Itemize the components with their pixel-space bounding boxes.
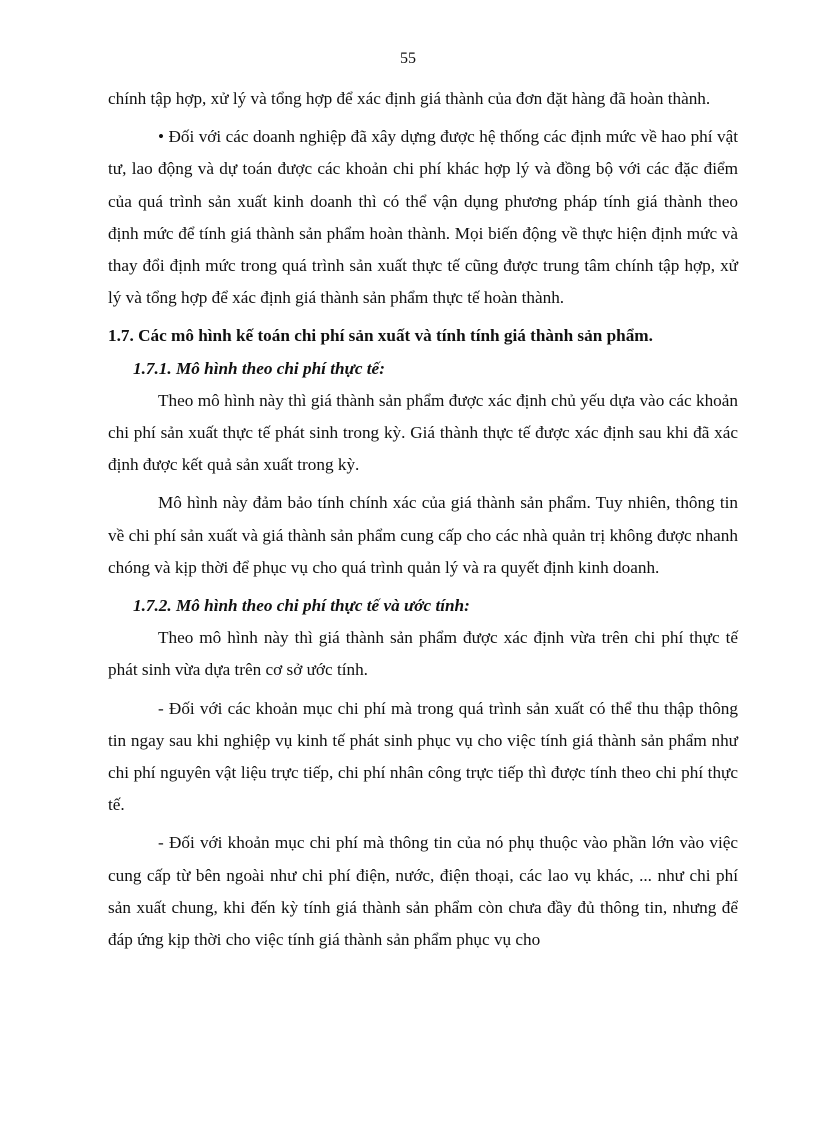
section-heading-1-7: 1.7. Các mô hình kế toán chi phí sản xuất và tính tính giá thành sản phẩm. bbox=[108, 326, 653, 346]
page-number: 55 bbox=[400, 50, 416, 67]
paragraph-actual-estimated-model: Theo mô hình này thì giá thành sản phẩm được xác định vừa trên chi phí thực tế phát sinh vừa dựa trên cơ sở ước tính. bbox=[108, 628, 738, 680]
page-body bbox=[108, 83, 738, 956]
paragraph-actual-cost-model: Theo mô hình này thì giá thành sản phẩm được xác định chủ yếu dựa vào các khoản chi phí sản xuất thực tế phát sinh trong kỳ. Giá thành thực tế được xác định sau khi đã xác định được kết quả sản xuất trong kỳ. bbox=[108, 390, 738, 475]
subsection-heading-1-7-1: 1.7.1. Mô hình theo chi phí thực tế: bbox=[133, 358, 385, 378]
paragraph-direct-costs: - Đối với các khoản mục chi phí mà trong quá trình sản xuất có thể thu thập thông tin ngay sau khi nghiệp vụ kinh tế phát sinh phục vụ cho việc tính giá thành sản phẩm như chi phí nguyên vật liệu trực tiếp, chi phí nhân công trực tiếp thì được tính theo chi phí thực tế. bbox=[108, 698, 738, 815]
subsection-heading-1-7-2: 1.7.2. Mô hình theo chi phí thực tế và ước tính: bbox=[133, 596, 470, 616]
paragraph-bullet-norms: • Đối với các doanh nghiệp đã xây dựng được hệ thống các định mức về hao phí vật tư, lao động và dự toán được các khoản chi phí khác hợp lý và đồng bộ với các đặc điểm của quá trình sản xuất kinh doanh thì có thể vận dụng phương pháp tính giá thành theo định mức để tính giá thành sản phẩm hoàn thành. Mọi biến động về thực hiện định mức và thay đổi định mức trong quá trình sản xuất thực tế cũng được trung tâm chính tập hợp, xử lý và tổng hợp để xác định giá thành sản phẩm thực tế hoàn thành. bbox=[108, 127, 738, 308]
paragraph-model-accuracy: Mô hình này đảm bảo tính chính xác của giá thành sản phẩm. Tuy nhiên, thông tin về chi phí sản xuất và giá thành sản phẩm cung cấp cho các nhà quản trị không được nhanh chóng và kịp thời để phục vụ cho quá trình quản lý và ra quyết định kinh doanh. bbox=[108, 493, 738, 577]
paragraph-overhead-costs: - Đối với khoản mục chi phí mà thông tin của nó phụ thuộc vào phần lớn vào việc cung cấp từ bên ngoài như chi phí điện, nước, điện thoại, các lao vụ khác, ... như chi phí sản xuất chung, khi đến kỳ tính giá thành sản phẩm còn chưa đầy đủ thông tin, nhưng để đáp ứng kịp thời cho việc tính giá thành sản phẩm phục vụ cho bbox=[108, 833, 738, 950]
paragraph-continuation: chính tập hợp, xử lý và tổng hợp để xác định giá thành của đơn đặt hàng đã hoàn thành. bbox=[108, 89, 711, 108]
